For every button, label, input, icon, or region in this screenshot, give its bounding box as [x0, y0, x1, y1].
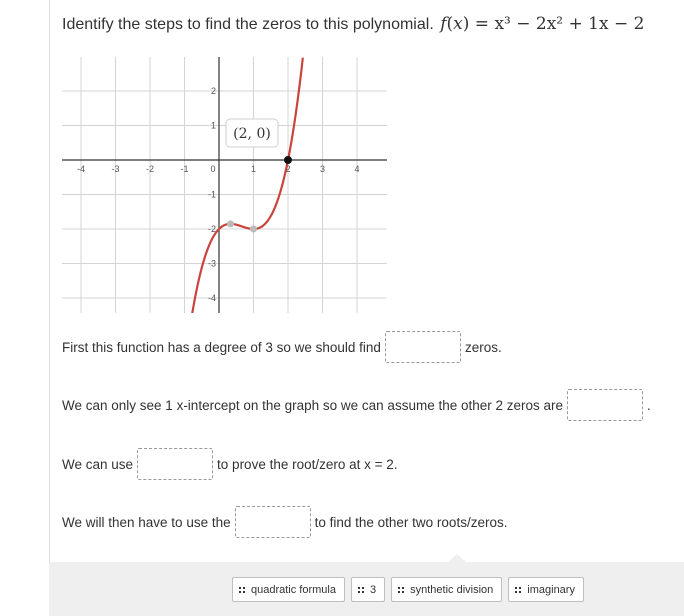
y-tick-label: -4: [207, 293, 216, 303]
drag-grip-icon: [358, 587, 364, 593]
sentence-1: First this function has a degree of 3 so we should find zeros.: [62, 331, 502, 363]
x-intercept-point[interactable]: [284, 156, 292, 164]
x-tick-label: -4: [76, 164, 86, 174]
sentence-3: We can use to prove the root/zero at x = 2.: [62, 448, 398, 480]
x-tick-label: 4: [354, 164, 360, 174]
polynomial-expression: f(x) = x³ − 2x² + 1x − 2: [440, 14, 645, 34]
x-tick-label: 1: [250, 164, 257, 174]
y-tick-label: -3: [207, 258, 216, 269]
x-tick-label: 0: [210, 164, 216, 174]
answer-chip-imaginary[interactable]: imaginary: [508, 577, 584, 602]
answer-chip-synthetic-division[interactable]: synthetic division: [391, 577, 502, 602]
tray-pointer: [448, 554, 466, 562]
local-max-point[interactable]: [227, 220, 234, 227]
y-tick-label: -2: [207, 224, 216, 234]
drop-zone-2[interactable]: [567, 389, 643, 421]
x-tick-label: 2: [285, 164, 291, 174]
drag-grip-icon: [239, 587, 245, 593]
local-min-point[interactable]: [250, 226, 257, 233]
x-tick-label: 3: [319, 164, 326, 174]
question-text: Identify the steps to find the zeros to this polynomial.: [62, 16, 434, 33]
polynomial-graph: [62, 57, 387, 313]
sentence-4: We will then have to use the to find the other two roots/zeros.: [62, 506, 507, 538]
x-tick-label: -3: [111, 164, 120, 174]
y-tick-label: 1: [210, 120, 216, 131]
x-tick-label: -1: [180, 164, 189, 174]
y-tick-label: -1: [207, 189, 216, 200]
drag-grip-icon: [515, 587, 521, 593]
point-label: (2, 0): [233, 126, 271, 142]
y-tick-label: 2: [210, 86, 216, 96]
sentence-2: We can only see 1 x-intercept on the graph so we can assume the other 2 zeros are .: [62, 389, 651, 421]
drop-zone-1[interactable]: [385, 331, 461, 363]
answer-bank: [49, 562, 684, 616]
polynomial-curve: [192, 58, 303, 313]
answer-chip-list: [232, 577, 584, 602]
answer-chip-quadratic-formula[interactable]: quadratic formula: [232, 577, 345, 602]
x-tick-label: -2: [145, 164, 155, 174]
drop-zone-3[interactable]: [137, 448, 213, 480]
drop-zone-4[interactable]: [235, 506, 311, 538]
drag-grip-icon: [398, 587, 404, 593]
question-prompt: [62, 14, 644, 34]
answer-chip-3[interactable]: 3: [351, 577, 385, 602]
left-divider: [49, 0, 50, 616]
